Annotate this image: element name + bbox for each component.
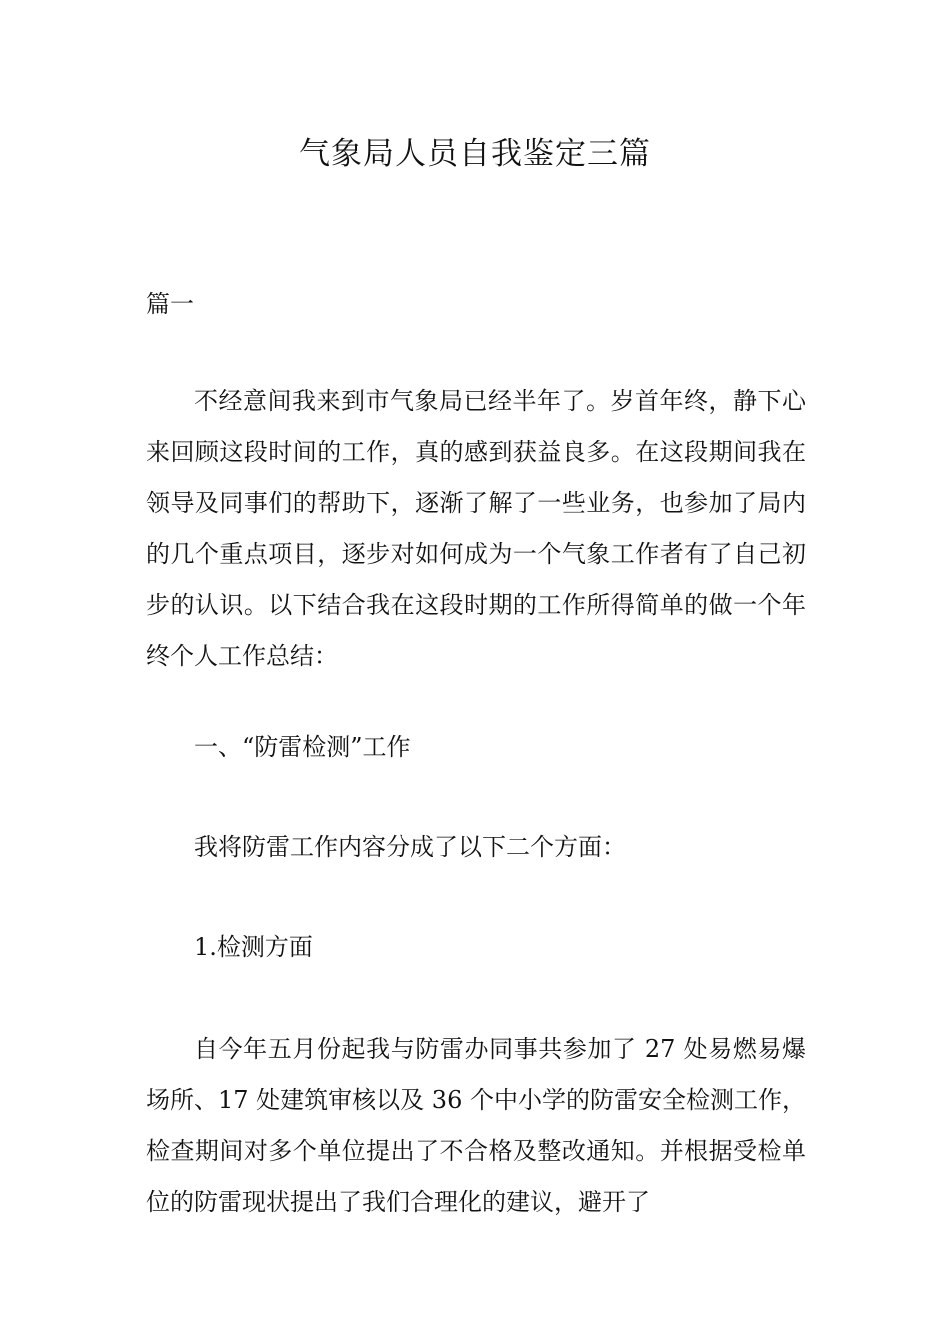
subheading-detection: 1.检测方面 [194, 933, 313, 961]
document-title: 气象局人员自我鉴定三篇 [299, 136, 651, 172]
paragraph-detection-details: 自今年五月份起我与防雷办同事共参加了 27 处易燃易爆场所、17 处建筑审核以及 36 个中小学的防雷安全检测工作，检查期间对多个单位提出了不合格及整改通知。并根据受检单位的防雷现状提出了我们合理化的建议，避开了 [146, 1035, 806, 1216]
paragraph-intro: 不经意间我来到市气象局已经半年了。岁首年终，静下心来回顾这段时间的工作，真的感到获益良多。在这段期间我在领导及同事们的帮助下，逐渐了解了一些业务，也参加了局内的几个重点项目，逐步对如何成为一个气象工作者有了自己初步的认识。以下结合我在这段时期的工作所得简单的做一个年终个人工作总结： [146, 387, 806, 670]
paragraph-work-aspects: 我将防雷工作内容分成了以下二个方面： [194, 833, 626, 861]
heading-lightning-detection: 一、“防雷检测”工作 [194, 733, 411, 761]
section-label: 篇一 [146, 290, 194, 318]
